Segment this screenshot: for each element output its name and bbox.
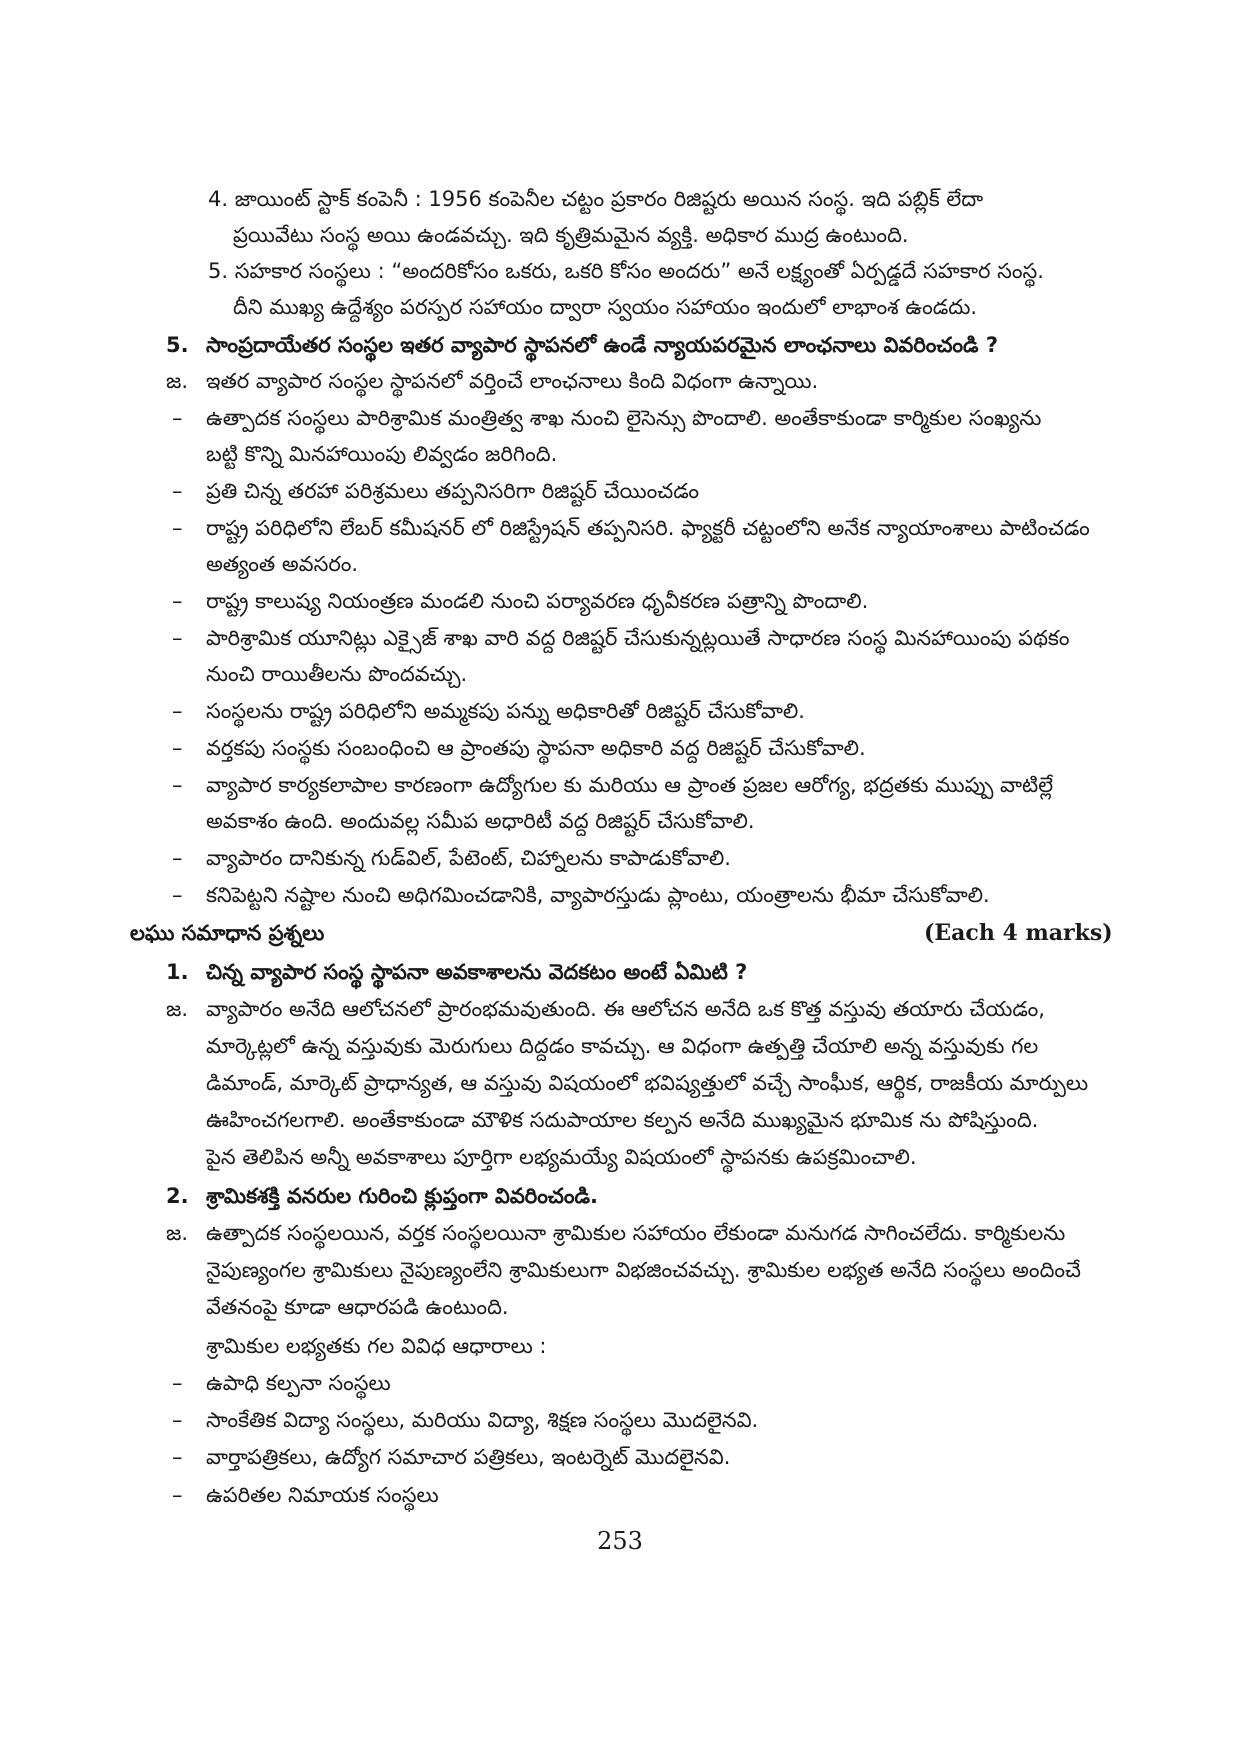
answer-prefix: జ. (166, 369, 189, 393)
question-2-text: శ్రామికశక్తి వనరుల గురించి క్లుప్తంగా వివరించండి. (206, 1184, 599, 1208)
answer-2-line: ఉత్పాదక సంస్థలయిన, వర్తక సంస్థలయినా శ్రామికుల సహాయం లేకుండా మనుగడ సాగించలేదు. కార్మికులను (206, 1221, 1066, 1245)
dash-bullet: – (172, 589, 183, 613)
item-5-line-2: దీని ముఖ్య ఉద్దేశ్యం పరస్పర సహాయం ద్వారా స్వయం సహాయం ఇందులో లాభాంశ ఉండదు. (233, 295, 978, 319)
dash-bullet: – (172, 626, 183, 650)
dash-bullet: – (172, 406, 183, 430)
section-title: లఘు సమాధాన ప్రశ్నలు (130, 921, 325, 945)
dash-bullet: – (172, 1483, 183, 1507)
dash-bullet: – (172, 736, 183, 760)
dash-bullet: – (172, 479, 183, 503)
q5-point: వ్యాపార కార్యకలాపాల కారణంగా ఉద్యోగుల కు మరియు ఆ ప్రాంత ప్రజల ఆరోగ్య, భద్రతకు ముప్పు వాటిల్లే (206, 773, 1054, 797)
q5-point: ఉత్పాదక సంస్థలు పారిశ్రామిక మంత్రిత్వ శాఖ నుంచి లైసెన్సు పొందాలి. అంతేకాకుండా కార్మికుల సంఖ్యను (206, 406, 1042, 430)
q5-point-cont: అవకాశం ఉంది. అందువల్ల సమీప అధారిటీ వద్ద రిజిష్టర్ చేసుకోవాలి. (206, 809, 755, 833)
question-1-text: చిన్న వ్యాపార సంస్థ స్థాపనా అవకాశాలను వెదకటం అంటే ఏమిటి ? (206, 960, 748, 984)
answer-2-line: నైపుణ్యంగల శ్రామికులు నైపుణ్యంలేని శ్రామికులుగా విభజించవచ్చు. శ్రామికుల లభ్యత అనేది సంస్థలు అందించే (206, 1258, 1081, 1282)
dash-bullet: – (172, 1408, 183, 1432)
q2-point: ఉపరితల నిమాయక సంస్థలు (206, 1483, 439, 1507)
page-number: 253 (597, 1527, 643, 1555)
dash-bullet: – (172, 699, 183, 723)
answer-prefix: జ. (166, 997, 189, 1021)
q5-point: కనిపెట్టని నష్టాల నుంచి అధిగమించడానికి, వ్యాపారస్తుడు ప్లాంటు, యంత్రాలను భీమా చేసుకోవాలి. (206, 883, 990, 907)
q5-point-cont: బట్టి కొన్ని మినహాయింపు లివ్వడం జరిగింది. (206, 442, 558, 466)
answer-2-line: వేతనంపై కూడా ఆధారపడి ఉంటుంది. (206, 1295, 509, 1319)
question-5-text: సాంప్రదాయేతర సంస్థల ఇతర వ్యాపార స్థాపనలో ఉండే న్యాయపరమైన లాంఛనాలు వివరించండి ? (206, 333, 999, 357)
section-marks: (Each 4 marks) (924, 920, 1113, 946)
q5-point: వ్యాపారం దానికున్న గుడ్‌విల్, పేటెంట్, చిహ్నాలను కాపాడుకోవాలి. (206, 846, 731, 870)
question-2-number: 2. (166, 1184, 189, 1208)
q5-point-cont: నుంచి రాయితీలను పొందవచ్చు. (206, 662, 468, 686)
item-4-line-2: ప్రయివేటు సంస్థ అయి ఉండవచ్చు. ఇది కృత్రిమమైన వ్యక్తి. అధికార ముద్ర ఉంటుంది. (233, 223, 909, 247)
item-5-line-1: 5. సహకార సంస్థలు : “అందరికోసం ఒకరు, ఒకరి కోసం అందరు” అనే లక్ష్యంతో ఏర్పడ్డదే సహకార సంస్థ. (208, 259, 1044, 283)
dash-bullet: – (172, 1445, 183, 1469)
answer-1-line: డిమాండ్, మార్కెట్ ప్రాధాన్యత, ఆ వస్తువు విషయంలో భవిష్యత్తులో వచ్చే సాంఘీక, ఆర్థిక, రాజకీయ మార్పులు (206, 1071, 1089, 1095)
answer-5-intro: ఇతర వ్యాపార సంస్థల స్థాపనలో వర్తించే లాంఛనాలు కింది విధంగా ఉన్నాయి. (206, 369, 819, 393)
q5-point: పారిశ్రామిక యూనిట్లు ఎక్సైజ్ శాఖ వారి వద్ద రిజిష్టర్ చేసుకున్నట్లయితే సాధారణ సంస్థ మినహాయింపు పథకం (206, 626, 1070, 650)
q5-point-cont: అత్యంత అవసరం. (206, 552, 359, 576)
question-1-number: 1. (166, 960, 189, 984)
dash-bullet: – (172, 1371, 183, 1395)
dash-bullet: – (172, 516, 183, 540)
question-5-number: 5. (166, 333, 189, 357)
dash-bullet: – (172, 883, 183, 907)
q5-point: రాష్ట్ర కాలుష్య నియంత్రణ మండలి నుంచి పర్యావరణ ధృవీకరణ పత్రాన్ని పొందాలి. (206, 589, 869, 613)
q2-point: వార్తాపత్రికలు, ఉద్యోగ సమాచార పత్రికలు, ఇంటర్నెట్ మొదలైనవి. (206, 1445, 731, 1469)
q2-point: ఉపాధి కల్పనా సంస్థలు (206, 1371, 391, 1395)
q2-point: సాంకేతిక విద్యా సంస్థలు, మరియు విద్యా, శిక్షణ సంస్థలు మొదలైనవి. (206, 1408, 759, 1432)
answer-1-line: ఊహించగలగాలి. అంతేకాకుండా మౌళిక సదుపాయాల కల్పన అనేది ముఖ్యమైన భూమిక ను పోషిస్తుంది. (206, 1108, 1039, 1132)
q5-point: వర్తకపు సంస్థకు సంబంధించి ఆ ప్రాంతపు స్థాపనా అధికారి వద్ద రిజిష్టర్ చేసుకోవాలి. (206, 736, 866, 760)
q5-point: రాష్ట్ర పరిధిలోని లేబర్ కమీషనర్ లో రిజిస్ట్రేషన్ తప్పనిసరి. ఫ్యాక్టరీ చట్టంలోని అనేక న్యాయాంశాలు పాటించడం (206, 516, 1090, 540)
item-4-line-1: 4. జాయింట్ స్టాక్ కంపెనీ : 1956 కంపెనీల చట్టం ప్రకారం రిజిష్టరు అయిన సంస్థ. ఇది పబ్లిక్ లేదా (208, 187, 984, 211)
q5-point: సంస్థలను రాష్ట్ర పరిధిలోని అమ్మకపు పన్ను అధికారితో రిజిష్టర్ చేసుకోవాలి. (206, 699, 805, 723)
answer-1-line: మార్కెట్లలో ఉన్న వస్తువుకు మెరుగులు దిద్దడం కావచ్చు. ఆ విధంగా ఉత్పత్తి చేయాలి అన్న వస్తువుకు గల (206, 1034, 1039, 1058)
answer-1-line: పైన తెలిపిన అన్నీ అవకాశాలు పూర్తిగా లభ్యమయ్యే విషయంలో స్థాపనకు ఉపక్రమించాలి. (206, 1145, 917, 1169)
answer-prefix: జ. (166, 1221, 189, 1245)
dash-bullet: – (172, 773, 183, 797)
q5-point: ప్రతి చిన్న తరహా పరిశ్రమలు తప్పనిసరిగా రిజిష్టర్ చేయించడం (206, 479, 700, 503)
answer-2-line: శ్రామికుల లభ్యతకు గల వివిధ ఆధారాలు : (206, 1334, 547, 1358)
dash-bullet: – (172, 846, 183, 870)
answer-1-line: వ్యాపారం అనేది ఆలోచనలో ప్రారంభమవుతుంది. ఈ ఆలోచన అనేది ఒక కొత్త వస్తువు తయారు చేయడం, (206, 997, 1045, 1021)
